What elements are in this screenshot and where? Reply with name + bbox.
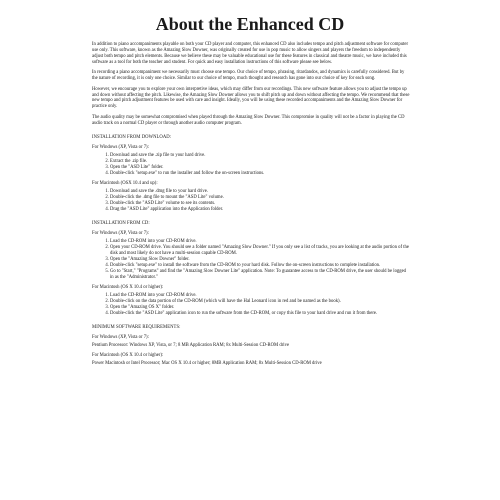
intro-paragraph: In recording a piano accompaniment we necessarily must choose one tempo. Our choice of tempo, phrasing, ritardandos, and dynamics is carefully considered. But by the nature of recording, it is only one choice. Similar to our choice of tempo, much thought and research has gone into our choice of key for each song. — [92, 70, 405, 82]
list-item: 3. Open the "ASD Lite" folder. — [110, 165, 410, 171]
download-mac-label: For Macintosh (OSX 10.4 and up): — [92, 181, 158, 187]
list-item: 2. Open your CD-ROM drive. You should see a folder named "Amazing Slow Downer." If you only see a list of tracks, you are looking at the audio portion of the disk and most likely do not have a multi-session capable CD-ROM. — [110, 245, 410, 257]
intro-paragraph: However, we encourage you to explore your own interpretive ideas, which may differ from our recordings. This new software feature allows you to adjust the tempo up and down without affecting the pitch. Likewise, the Amazing Slow Downer allows you to shift pitch up and down without affecting the tempo. We recommend that these new tempo and pitch adjustment features be used with care and insight. Ideally, you will be using these recorded accompaniments and the Amazing Slow Downer for practice only. — [92, 86, 410, 110]
download-mac-steps — [92, 189, 410, 213]
list-item: 4. Double-click "setup.exe" to install the software from the CD-ROM to your hard disk. Follow the on-screen instructions to complete installation. — [110, 263, 410, 269]
list-item: 1. Load the CD-ROM into your CD-ROM drive. — [110, 239, 410, 245]
page-title: About the Enhanced CD — [155, 14, 345, 34]
list-item: 2. Double-click on the data portion of the CD-ROM (which will have the Hal Leonard icon in red and be named as the book). — [110, 299, 410, 305]
download-heading: INSTALLATION FROM DOWNLOAD: — [92, 134, 172, 140]
cd-windows-steps — [92, 239, 410, 280]
list-item: 2. Extract the .zip file. — [110, 159, 410, 165]
list-item: 1. Download and save the .dmg file to your hard drive. — [110, 189, 410, 195]
cd-windows-label: For Windows (XP, Vista or 7): — [92, 231, 149, 237]
list-item: 3. Double-click the "ASD Lite" volume to see its contents. — [110, 201, 410, 207]
list-item: 4. Double-click "setup.exe" to run the installer and follow the on-screen instructions. — [110, 171, 410, 177]
cd-mac-label: For Macintosh (OS X 10.4 or higher): — [92, 285, 164, 291]
intro-paragraph: In addition to piano accompaniments playable on both your CD player and computer, this enhanced CD also includes tempo and pitch adjustment software for computer use only. This software, known as the Amazing Slow Downer, was originally created for use in pop music to allow singers and players the freedom to independently adjust both tempo and pitch elements. Because we believe these may be valuable educational use for these features in classical and theatre music, we have included this software as a tool for both the teacher and student. For quick and easy installation instructions of this software please see below. — [92, 42, 409, 65]
requirements-windows-label: For Windows (XP, Vista or 7): — [92, 335, 149, 341]
list-item: 1. Download and save the .zip file to your hard drive. — [110, 153, 410, 159]
requirements-windows-text: Pentium Processor: Windows XP, Vista, or 7; 8 MB Application RAM; 8x Multi-Session CD-ROM drive — [92, 343, 290, 349]
document-body — [92, 42, 410, 371]
requirements-mac-text: Power Macintosh or Intel Processor; Mac OS X 10.4 or higher; 8MB Application RAM; 8x Multi-Session CD-ROM drive — [92, 360, 322, 366]
cd-heading: INSTALLATION FROM CD: — [92, 220, 150, 226]
list-item: 4. Double-click the "ASD Lite" application icon to run the software from the CD-ROM, or copy this file to your hard drive and run it from there. — [110, 311, 410, 317]
requirements-mac-label: For Macintosh (OS X 10.4 or higher): — [92, 353, 164, 358]
cd-mac-steps — [92, 293, 410, 317]
list-item: 3. Open the "Amazing Slow Downer" folder. — [110, 257, 410, 263]
list-item: 1. Load the CD-ROM into your CD-ROM drive. — [110, 293, 410, 299]
list-item: 3. Open the "Amazing OS X" folder. — [110, 305, 410, 311]
download-windows-label: For Windows (XP, Vista or 7): — [92, 145, 149, 151]
download-windows-steps — [92, 153, 410, 177]
list-item: 5. Go to "Start," "Programs" and find the "Amazing Slow Downer Lite" application. Note: To guarantee access to the CD-ROM drive, the user should be logged in as the "Administrator." — [110, 269, 410, 281]
list-item: 2. Double-click the .dmg file to mount the "ASD Lite" volume. — [110, 195, 410, 201]
requirements-heading: MINIMUM SOFTWARE REQUIREMENTS: — [92, 324, 181, 330]
list-item: 4. Drag the "ASD Lite" application into the Application folder. — [110, 207, 410, 213]
intro-paragraph: The audio quality may be somewhat compromised when played through the Amazing Slow Downer. This compromise in quality will not be a factor in playing the CD audio track on a normal CD player or through another audio computer program. — [92, 114, 405, 126]
